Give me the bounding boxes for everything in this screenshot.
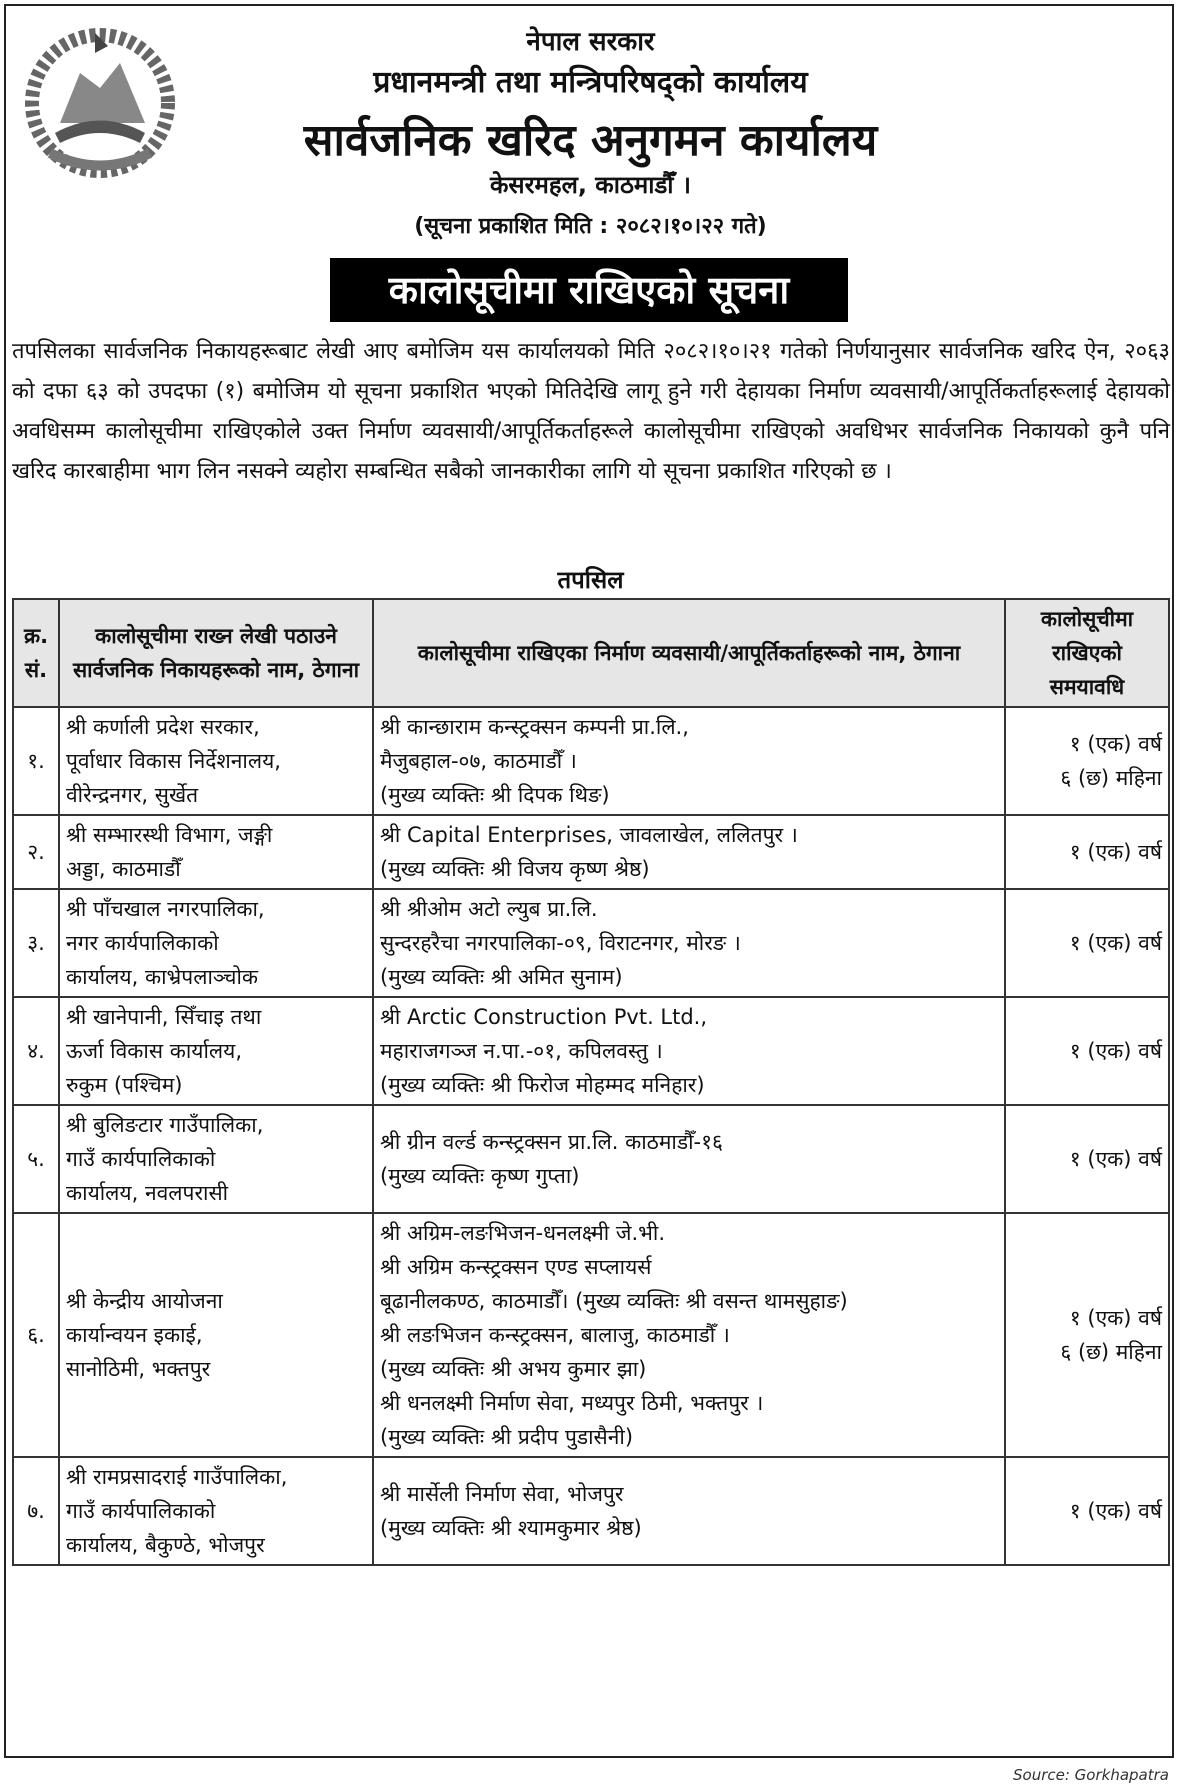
serial-number: ७. <box>13 1457 59 1565</box>
source-credit: Source: Gorkhapatra <box>1013 1766 1169 1784</box>
serial-number: १. <box>13 707 59 815</box>
contractor-line: श्री अग्रिम कन्स्ट्रक्सन एण्ड सप्लायर्स <box>380 1255 652 1279</box>
public-entity-line: सानोठिमी, भक्तपुर <box>66 1357 211 1381</box>
public-entity <box>59 707 373 815</box>
notice-body: तपसिलका सार्वजनिक निकायहरूबाट लेखी आए बमोजिम यस कार्यालयको मिति २०८२।१०।२१ गतेको निर्णयानुसार सार्वजनिक खरिद ऐन, २०६३ को दफा ६३ को उपदफा (१) बमोजिम यो सूचना प्रकाशित भएको मितिदेखि लागू हुने गरी देहायका निर्माण व्यवसायी/आपूर्तिकर्ताहरूलाई देहायको अवधिसम्म कालोसूचीमा राखिएकोले उक्त निर्माण व्यवसायी/आपूर्तिकर्ताहरूले कालोसूचीमा राखिएको अवधिभर सार्वजनिक निकायको कुनै पनि खरिद कारबाहीमा भाग लिन नसक्ने व्यहोरा सम्बन्धित सबैको जानकारीका लागि यो सूचना प्रकाशित गरिएको छ । <box>12 339 1170 484</box>
public-entity-line: कार्यालय, काभ्रेपलाञ्चोक <box>66 965 259 989</box>
table-row <box>13 997 1169 1105</box>
blacklist-period-line: ६ (छ) महिना <box>1060 766 1162 790</box>
blacklist-period <box>1005 1105 1169 1213</box>
public-entity-line: नगर कार्यपालिकाको <box>66 931 219 955</box>
contractor <box>373 889 1005 997</box>
serial-number: ४. <box>13 997 59 1105</box>
contractor-line: श्री ग्रीन वर्ल्ड कन्स्ट्रक्सन प्रा.लि. काठमाडौँ-१६ <box>380 1130 723 1154</box>
table-row <box>13 1105 1169 1213</box>
header-contractor: कालोसूचीमा राखिएका निर्माण व्यवसायी/आपूर्तिकर्ताहरूको नाम, ठेगाना <box>373 599 1005 707</box>
blacklist-period <box>1005 997 1169 1105</box>
table-row <box>13 1213 1169 1457</box>
contractor <box>373 1213 1005 1457</box>
blacklist-period <box>1005 1457 1169 1565</box>
blacklist-period <box>1005 707 1169 815</box>
public-entity <box>59 997 373 1105</box>
schedule-label: तपसिल <box>557 566 624 594</box>
blacklist-period-line: १ (एक) वर्ष <box>1069 1147 1162 1171</box>
contractor-line: (मुख्य व्यक्तिः श्री अमित सुनाम) <box>380 965 623 989</box>
contractor <box>373 1105 1005 1213</box>
contractor-line: श्री कान्छाराम कन्स्ट्रक्सन कम्पनी प्रा.लि., <box>380 715 689 739</box>
serial-number: ३. <box>13 889 59 997</box>
office-name: सार्वजनिक खरिद अनुगमन कार्यालय <box>303 115 878 166</box>
public-entity-line: कार्यालय, नवलपरासी <box>66 1181 229 1205</box>
table-row <box>13 815 1169 889</box>
blacklist-period-line: ६ (छ) महिना <box>1060 1340 1162 1364</box>
public-entity <box>59 889 373 997</box>
public-entity-line: गाउँ कार्यपालिकाको <box>66 1147 216 1171</box>
contractor <box>373 815 1005 889</box>
public-entity-line: अड्डा, काठमाडौँ <box>66 857 181 881</box>
contractor-line: (मुख्य व्यक्तिः श्री फिरोज मोहम्मद मनिहार) <box>380 1073 705 1097</box>
contractor-line: (मुख्य व्यक्तिः कृष्ण गुप्ता) <box>380 1164 580 1188</box>
public-entity-line: पूर्वाधार विकास निर्देशनालय, <box>66 749 281 773</box>
contractor <box>373 997 1005 1105</box>
contractor <box>373 1457 1005 1565</box>
contractor-line: (मुख्य व्यक्तिः श्री दिपक थिङ) <box>380 783 610 807</box>
contractor-line: (मुख्य व्यक्तिः श्री विजय कृष्ण श्रेष्ठ) <box>380 857 650 881</box>
contractor-line: सुन्दरहरैचा नगरपालिका-०९, विराटनगर, मोरङ । <box>380 931 741 955</box>
public-entity-line: श्री केन्द्रीय आयोजना <box>66 1289 223 1313</box>
serial-number: २. <box>13 815 59 889</box>
blacklist-period <box>1005 1213 1169 1457</box>
contractor-line: (मुख्य व्यक्तिः श्री प्रदीप पुडासैनी) <box>380 1425 634 1449</box>
public-entity-line: श्री रामप्रसादराई गाउँपालिका, <box>66 1465 288 1489</box>
contractor-line: श्री मार्सेली निर्माण सेवा, भोजपुर <box>380 1482 624 1506</box>
government-name: नेपाल सरकार <box>526 27 655 57</box>
public-entity-line: श्री बुलिङटार गाउँपालिका, <box>66 1113 264 1137</box>
table-row <box>13 889 1169 997</box>
public-entity-line: रुकुम (पश्चिम) <box>66 1073 183 1097</box>
table-header-row <box>13 599 1169 707</box>
public-entity <box>59 1213 373 1457</box>
blacklist-period <box>1005 815 1169 889</box>
office-address: केसरमहल, काठमाडौँ । <box>490 171 691 199</box>
blacklist-period <box>1005 889 1169 997</box>
contractor <box>373 707 1005 815</box>
ministry-name: प्रधानमन्त्री तथा मन्त्रिपरिषद्को कार्यालय <box>373 65 808 100</box>
blacklist-period-line: १ (एक) वर्ष <box>1069 1499 1162 1523</box>
blacklist-period-line: १ (एक) वर्ष <box>1069 1306 1162 1330</box>
contractor-line: (मुख्य व्यक्तिः श्री अभय कुमार झा) <box>380 1357 647 1381</box>
public-entity-line: कार्यालय, बैकुण्ठे, भोजपुर <box>66 1533 265 1557</box>
blacklist-period-line: १ (एक) वर्ष <box>1069 840 1162 864</box>
blacklist-period-line: १ (एक) वर्ष <box>1069 732 1162 756</box>
contractor-line: श्री श्रीओम अटो ल्युब प्रा.लि. <box>380 897 598 921</box>
contractor-line: मैजुबहाल-०७, काठमाडौँ । <box>380 749 577 773</box>
public-entity-line: श्री सम्भारस्थी विभाग, जङ्गी <box>66 823 273 847</box>
table-row <box>13 1457 1169 1565</box>
published-date: (सूचना प्रकाशित मिति : २०८२।१०।२२ गते) <box>414 214 767 239</box>
contractor-line: महाराजगञ्ज न.पा.-०१, कपिलवस्तु । <box>380 1039 663 1063</box>
contractor-line: श्री अग्रिम-लङभिजन-धनलक्ष्मी जे.भी. <box>380 1221 666 1245</box>
contractor-line: श्री Arctic Construction Pvt. Ltd., <box>380 1005 708 1029</box>
blacklist-period-line: १ (एक) वर्ष <box>1069 1039 1162 1063</box>
contractor-line: श्री धनलक्ष्मी निर्माण सेवा, मध्यपुर ठिमी, भक्तपुर । <box>380 1391 764 1415</box>
public-entity-line: श्री खानेपानी, सिँचाइ तथा <box>66 1005 262 1029</box>
serial-number: ५. <box>13 1105 59 1213</box>
public-entity-line: श्री पाँचखाल नगरपालिका, <box>66 897 265 921</box>
public-entity-line: ऊर्जा विकास कार्यालय, <box>66 1039 243 1063</box>
blacklist-period-line: १ (एक) वर्ष <box>1069 931 1162 955</box>
contractor-line: श्री Capital Enterprises, जावलाखेल, ललितपुर । <box>380 823 798 847</box>
public-entity-line: गाउँ कार्यपालिकाको <box>66 1499 216 1523</box>
contractor-line: (मुख्य व्यक्तिः श्री श्यामकुमार श्रेष्ठ) <box>380 1516 642 1540</box>
public-entity-line: श्री कर्णाली प्रदेश सरकार, <box>66 715 260 739</box>
header-entity: कालोसूचीमा राख्न लेखी पठाउने सार्वजनिक निकायहरूको नाम, ठेगाना <box>59 599 373 707</box>
public-entity <box>59 1457 373 1565</box>
public-entity-line: वीरेन्द्रनगर, सुर्खेत <box>66 783 199 807</box>
serial-number: ६. <box>13 1213 59 1457</box>
public-entity <box>59 815 373 889</box>
public-entity <box>59 1105 373 1213</box>
header-serial: क्र. सं. <box>13 599 59 707</box>
contractor-line: बूढानीलकण्ठ, काठमाडौँ। (मुख्य व्यक्तिः श्री वसन्त थामसुहाङ) <box>380 1289 848 1313</box>
contractor-line: श्री लङभिजन कन्स्ट्रक्सन, बालाजु, काठमाडौँ । <box>380 1323 730 1347</box>
notice-title: कालोसूचीमा राखिएको सूचना <box>330 258 848 322</box>
public-entity-line: कार्यान्वयन इकाई, <box>66 1323 203 1347</box>
blacklist-table <box>12 598 1170 1566</box>
table-row <box>13 707 1169 815</box>
header-period: कालोसूचीमा राखिएको समयावधि <box>1005 599 1169 707</box>
